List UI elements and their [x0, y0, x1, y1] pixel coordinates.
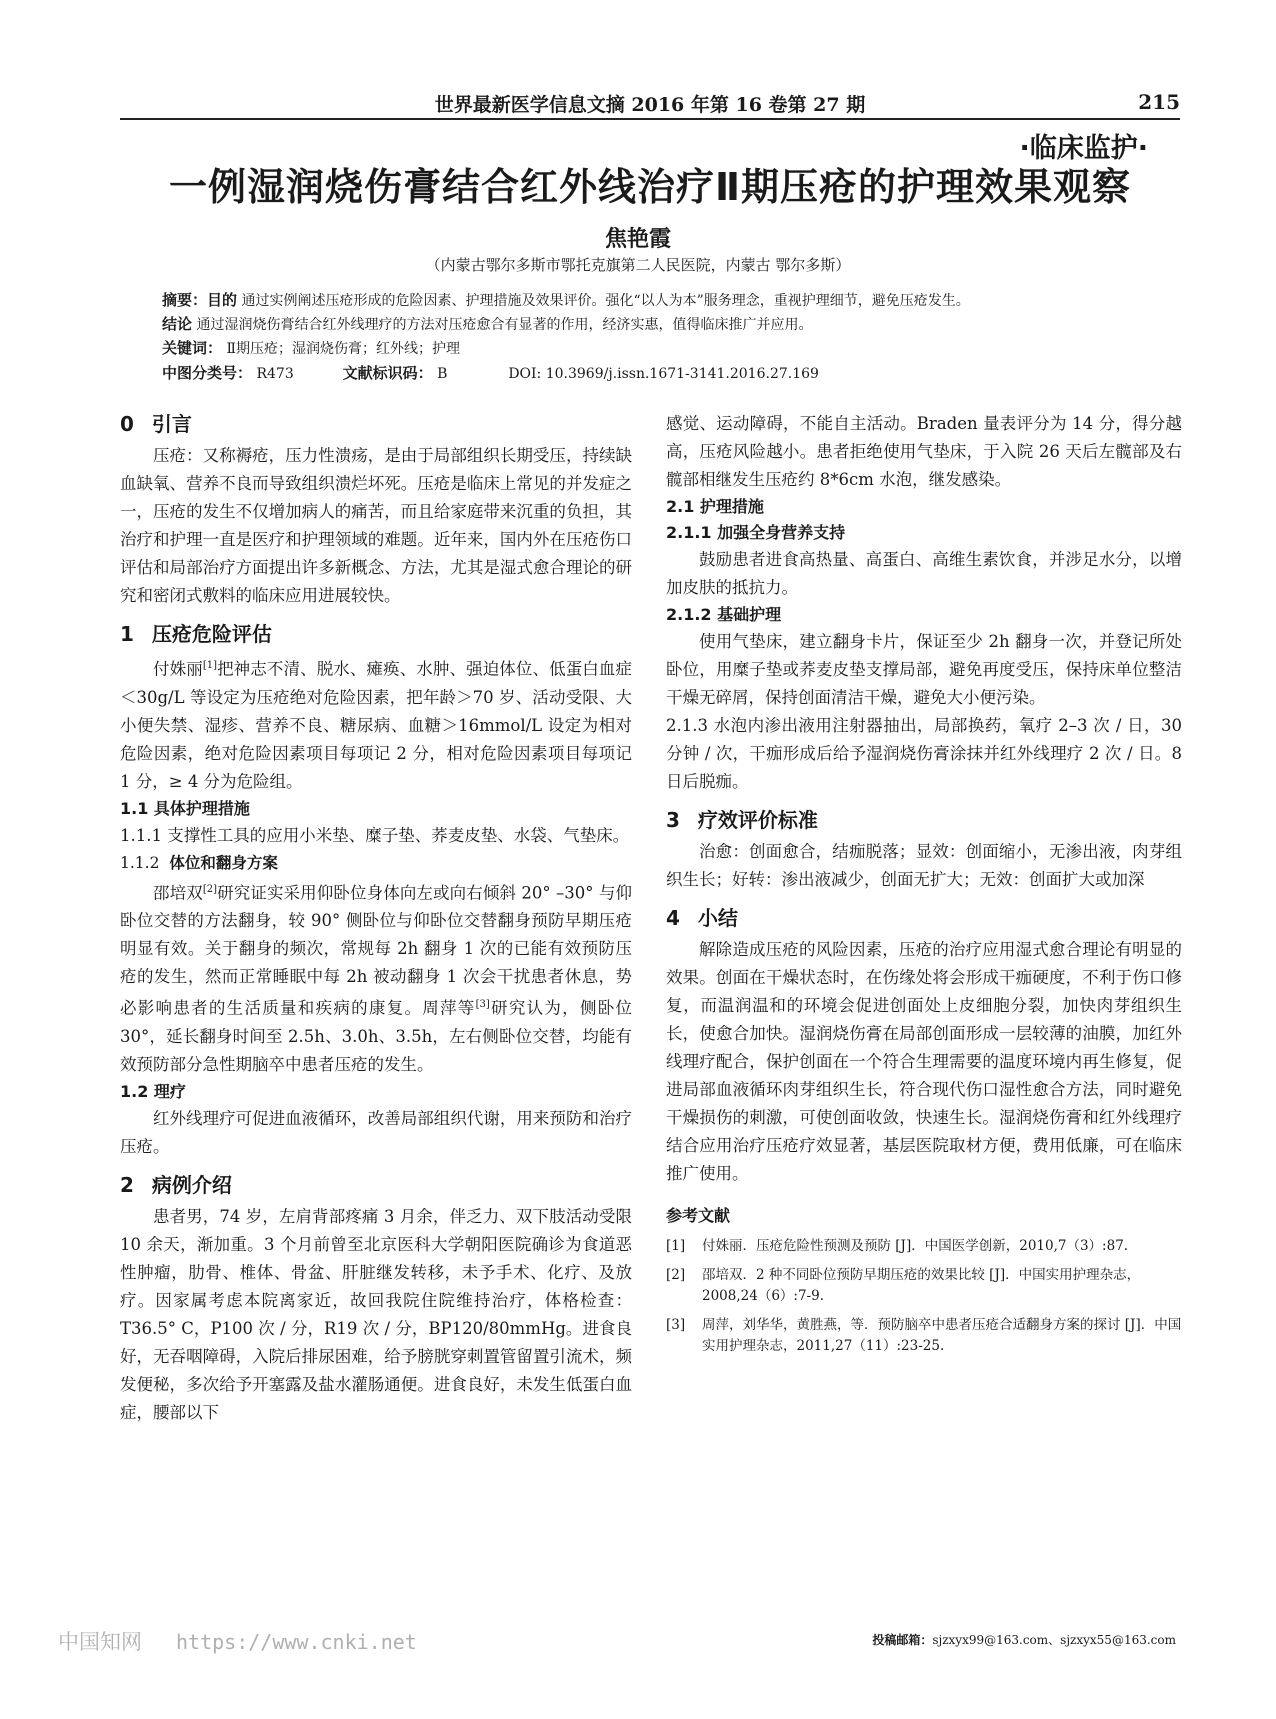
abstract-label: 摘要：目的	[162, 291, 238, 309]
keywords-label: 关键词：	[162, 339, 223, 357]
reference-item: [3] 周萍，刘华华，黄胜燕，等．预防脑卒中患者压疮合适翻身方案的探讨 [J]．中国实用护理杂志，2011,27（11）:23-25.	[666, 1317, 1182, 1354]
subsubsection-heading: 2.1.1 加强全身营养支持	[666, 523, 846, 542]
paragraph: 患者男，74 岁，左肩背部疼痛 3 月余，伴乏力、双下肢活动受限 10 余天，渐加重。3 个月前曾至北京医科大学朝阳医院确诊为食道恶性肿瘤，肋骨、椎体、骨盆、肝脏继发转移，未予手术、化疗、及放疗。因家属考虑本院离家近，故回我院住院维持治疗，体格检查：T36.5° C，P100 次 / 分，R19 次 / 分，BP120/80mmHg。进食良好，无吞咽障碍，入院后排尿困难，给予膀胱穿刺置管留置引流术，频发便秘，多次给予开塞露及盐水灌肠通便。进食良好，未发生低蛋白血症，腰部以下	[120, 1206, 632, 1422]
subsection-heading: 1.1 具体护理措施	[120, 798, 250, 818]
paragraph: 鼓励患者进食高热量、高蛋白、高维生素饮食，并涉足水分，以增加皮肤的抵抗力。	[666, 550, 1182, 597]
conclusion-label: 结论	[162, 315, 193, 333]
submission-email	[872, 1631, 1176, 1648]
running-header	[120, 90, 1180, 118]
section-heading: 2 病例介绍	[120, 1172, 232, 1197]
watermark-url[interactable]: https://www.cnki.net	[176, 1630, 417, 1654]
email-label: 投稿邮箱：	[872, 1633, 933, 1647]
watermark-brand: 中国知网	[58, 1630, 142, 1654]
journal-name: 世界最新医学信息文摘 2016 年第 16 卷第 27 期	[434, 94, 866, 116]
section-heading: 3 疗效评价标准	[666, 808, 818, 832]
page-number: 215	[1138, 90, 1180, 114]
affiliation: （内蒙古鄂尔多斯市鄂托克旗第二人民医院，内蒙古 鄂尔多斯）	[425, 256, 851, 274]
class-value: R473	[256, 366, 294, 382]
references-title: 参考文献	[666, 1206, 731, 1225]
doi: DOI: 10.3969/j.issn.1671-3141.2016.27.169	[508, 366, 819, 382]
email-value[interactable]: sjzxyx99@163.com、sjzxyx55@163.com	[932, 1633, 1176, 1647]
paragraph: 付姝丽[1]把神志不清、脱水、瘫痪、水肿、强迫体位、低蛋白血症＜30g/L 等设定为压疮绝对危险因素，把年龄＞70 岁、活动受限、大小便失禁、湿疹、营养不良、糖尿病、血糖＞16mmol/L 设定为相对危险因素，绝对危险因素项目每项记 2 分，相对危险因素项目每项记 1 分，≥ 4 分为危险组。	[120, 659, 633, 791]
section-heading: 0 引言	[120, 412, 192, 436]
paragraph: 邵培双[2]研究证实采用仰卧位身体向左或向右倾斜 20° –30° 与仰卧位交替的方法翻身，较 90° 侧卧位与仰卧位交替翻身预防早期压疮明显有效。关于翻身的频次，常规每 2h 翻身 1 次的已能有效预防压疮的发生，然而正常睡眠中每 2h 被动翻身 1 次会干扰患者休息，势必影响患者的生活质量和疾病的康复。周萍等[3]研究认为，侧卧位 30°，延长翻身时间至 2.5h、3.0h、3.5h，左右侧卧位交替，均能有效预防部分急性期脑卒中患者压疮的发生。	[120, 883, 633, 1074]
subsubsection-heading: 1.1.2 体位和翻身方案	[120, 853, 278, 872]
paragraph: 1.1.1 支撑性工具的应用小米垫、糜子垫、荞麦皮垫、水袋、气垫床。	[120, 825, 630, 845]
paragraph: 解除造成压疮的风险因素，压疮的治疗应用湿式愈合理论有明显的效果。创面在干燥状态时，在伤缘处将会形成干痂硬度，不利于伤口修复，而温润温和的环境会促进创面处上皮细胞分裂，加快肉芽组织生长，使愈合加快。湿润烧伤膏在局部创面形成一层较薄的油膜，加红外线理疗配合，保护创面在一个符合生理需要的温度环境内再生修复，促进局部血液循环肉芽组织生长，符合现代伤口湿性愈合方法，同时避免干燥损伤的刺激，可使创面收敛，快速生长。湿润烧伤膏和红外线理疗结合应用治疗压疮疗效显著，基层医院取材方便，费用低廉，可在临床推广使用。	[666, 940, 1182, 1183]
paragraph: 感觉、运动障碍，不能自主活动。Braden 量表评分为 14 分，得分越高，压疮风险越小。患者拒绝使用气垫床，于入院 26 天后左髋部及右髋部相继发生压疮约 8*6cm 水泡，继发感染。	[666, 414, 1182, 489]
keywords	[162, 338, 1166, 359]
subsubsection-heading: 2.1.2 基础护理	[666, 605, 782, 624]
left-column	[120, 410, 632, 1427]
article-title: 一例湿润烧伤膏结合红外线治疗Ⅱ期压疮的护理效果观察	[168, 165, 1132, 209]
abstract	[162, 290, 1166, 311]
paragraph: 红外线理疗可促进血液循环，改善局部组织代谢，用来预防和治疗压疮。	[120, 1108, 632, 1156]
doccode-label: 文献标识码：	[342, 364, 433, 382]
citation: [1]	[202, 660, 217, 671]
doccode-value: B	[437, 366, 448, 382]
paragraph: 压疮：又称褥疮，压力性溃疡，是由于局部组织长期受压，持续缺血缺氧、营养不良而导致组织溃烂坏死。压疮是临床上常见的并发症之一，压疮的发生不仅增加病人的痛苦，而且给家庭带来沉重的负担，其治疗和护理一直是医疗和护理领域的难题。近年来，国内外在压疮伤口评估和局部治疗方面提出许多新概念、方法，尤其是湿式愈合理论的研究和密闭式敷料的临床应用进展较快。	[120, 446, 632, 605]
author: 焦艳霞	[604, 227, 671, 252]
subsection-heading: 1.2 理疗	[120, 1081, 186, 1101]
paragraph: 2.1.3 水泡内渗出液用注射器抽出，局部换药，氧疗 2–3 次 / 日，30 分钟 / 次，干痂形成后给予湿润烧伤膏涂抹并红外线理疗 2 次 / 日。8 日后脱痂。	[666, 716, 1182, 791]
subsection-heading: 2.1 护理措施	[666, 497, 764, 516]
classification	[162, 363, 1166, 384]
right-column	[666, 410, 1182, 1365]
keywords-text: Ⅱ期压疮；湿润烧伤膏；红外线；护理	[226, 341, 460, 357]
section-heading: 4 小结	[666, 906, 738, 930]
column-label: ·临床监护·	[1019, 133, 1148, 164]
section-heading: 1 压疮危险评估	[120, 622, 272, 646]
abstract-text: 通过实例阐述压疮形成的危险因素、护理措施及效果评价。强化“以人为本”服务理念，重视护理细节，避免压疮发生。	[241, 293, 970, 309]
reference-item: [2] 邵培双．2 种不同卧位预防早期压疮的效果比较 [J]．中国实用护理杂志，2008,24（6）:7-9.	[666, 1267, 1141, 1304]
cnki-watermark	[58, 1626, 417, 1656]
paragraph: 治愈：创面愈合，结痂脱落；显效：创面缩小，无渗出液，肉芽组织生长；好转：渗出液减少，创面无扩大；无效：创面扩大或加深	[666, 842, 1182, 889]
reference-item: [1] 付姝丽．压疮危险性预测及预防 [J]．中国医学创新，2010,7（3）:87.	[666, 1238, 1129, 1254]
conclusion	[162, 314, 1166, 335]
class-label: 中图分类号：	[162, 364, 253, 382]
paragraph: 使用气垫床，建立翻身卡片，保证至少 2h 翻身一次，并登记所处卧位，用糜子垫或荞麦皮垫支撑局部，避免再度受压，保持床单位整洁干燥无碎屑，保持创面清洁干燥，避免大小便污染。	[666, 632, 1182, 707]
citation: [3]	[475, 999, 490, 1010]
header-rule	[120, 118, 1180, 120]
citation: [2]	[202, 883, 217, 895]
conclusion-text: 通过湿润烧伤膏结合红外线理疗的方法对压疮愈合有显著的作用，经济实惠，值得临床推广并应用。	[196, 317, 813, 333]
